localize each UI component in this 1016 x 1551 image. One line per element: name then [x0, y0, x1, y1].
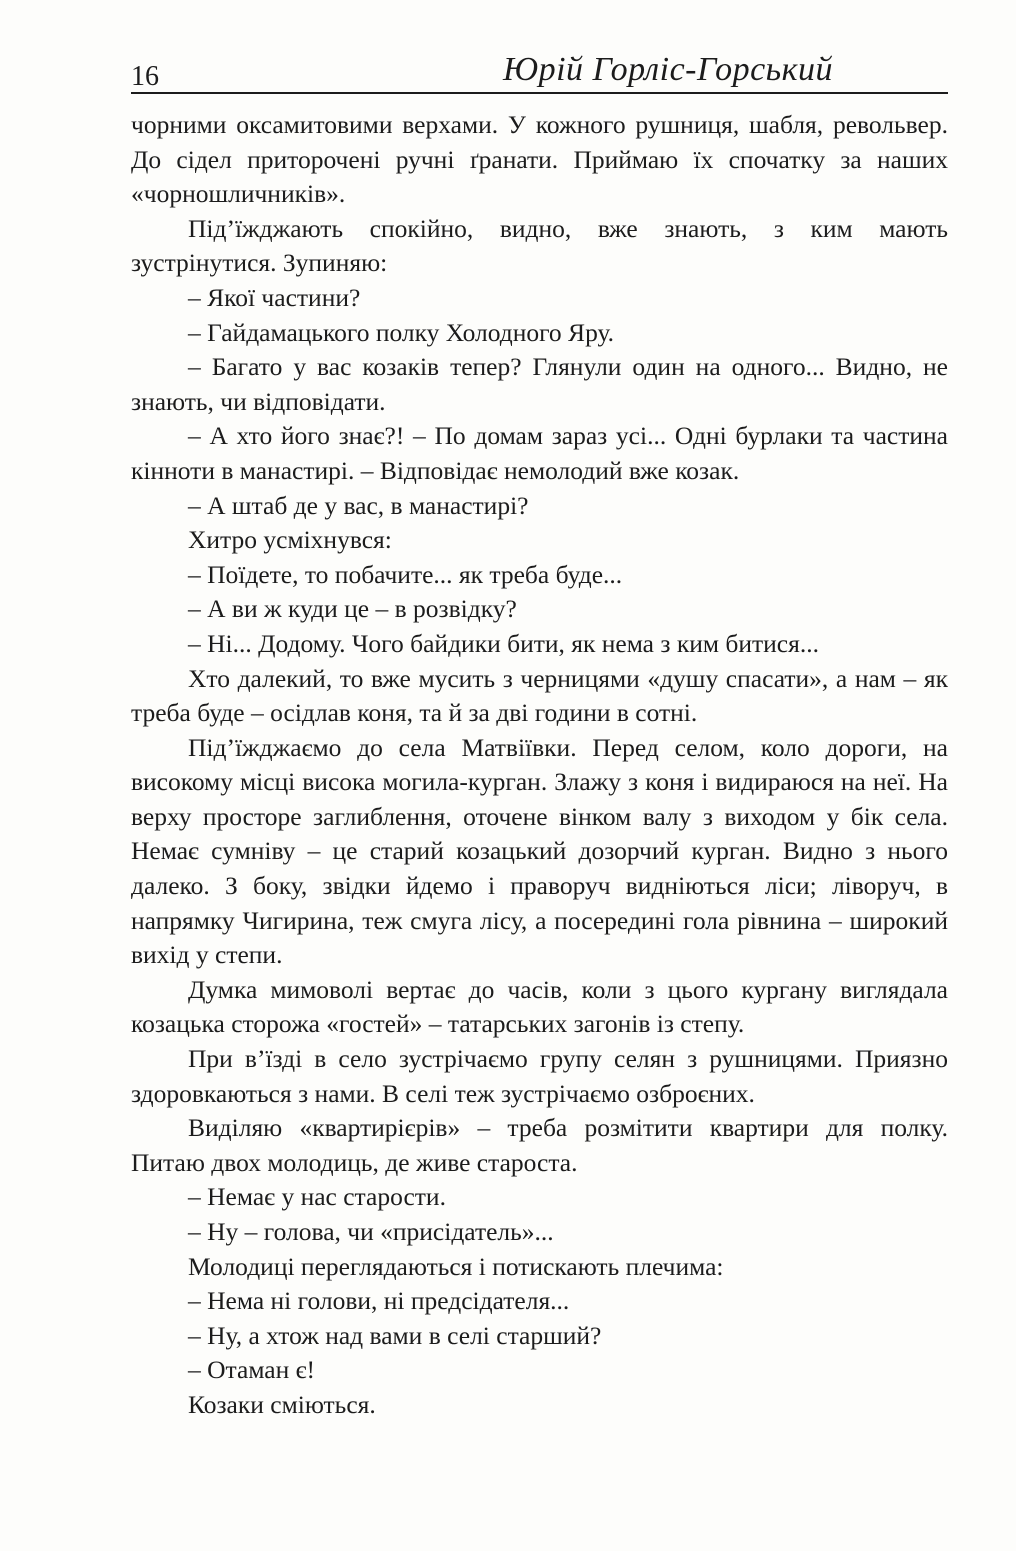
- paragraph: Хто далекий, то вже мусить з черницями «душу спасати», а нам – як треба буде – осідлав коня, та й за дві години в сотні.: [131, 663, 948, 728]
- running-header: [131, 50, 948, 94]
- page-number: 16: [131, 61, 159, 92]
- dialogue-line: – Поїдете, то побачите... як треба буде...: [188, 559, 623, 589]
- dialogue-line: – Ну – голова, чи «присідатель»...: [188, 1217, 554, 1246]
- paragraph: Під’їжджають спокійно, видно, вже знають, з ким мають зустрінутися. Зупиняю:: [131, 213, 948, 278]
- paragraph: Молодиці переглядаються і потискають плечима:: [188, 1251, 724, 1281]
- paragraph: Козаки сміються.: [188, 1389, 376, 1419]
- paragraph: Думка мимоволі вертає до часів, коли з цього кургану виглядала козацька сторожа «гостей» – татарських загонів із степу.: [131, 974, 948, 1039]
- dialogue-line: – А ви ж куди це – в розвідку?: [188, 594, 517, 624]
- dialogue-line: – Ну, а хтож над вами в селі старший?: [188, 1320, 602, 1350]
- dialogue-line: – А хто його знає?! – По домам зараз усі... Одні бурлаки та частина кінноти в манастирі. – Відповідає немолодий вже козак.: [131, 421, 948, 485]
- paragraph: Під’їжджаємо до села Матвіївки. Перед селом, коло дороги, на високому місці висока могила-курган. Злажу з коня і видираюся на неї. На верху просторе заглиблення, оточене вінком валу з виходом у бік села. Немає сумніву – це старий козацький дозорчий курган. Видно з нього далеко. З боку, звідки йдемо і праворуч видніються ліси; ліворуч, в напрямку Чигирина, теж смуга лісу, а посередині гола рівнина – широкий вихід у степи.: [131, 732, 948, 970]
- dialogue-line: – Отаман є!: [188, 1355, 316, 1385]
- paragraph: Хитро усміхнувся:: [188, 525, 392, 555]
- dialogue-line: – А штаб де у вас, в манастирі?: [188, 490, 529, 520]
- running-title: Юрій Горліс-Горський: [502, 51, 834, 88]
- dialogue-line: – Нема ні голови, ні предсідателя...: [188, 1286, 570, 1316]
- dialogue-line: – Якої частини?: [188, 282, 361, 312]
- dialogue-line: – Немає у нас старости.: [188, 1182, 446, 1212]
- header-rule: [131, 92, 948, 94]
- dialogue-line: – Гайдамацького полку Холодного Яру.: [188, 317, 615, 347]
- body-text: [131, 108, 948, 1423]
- book-page: [131, 0, 948, 1551]
- dialogue-line: – Багато у вас козаків тепер? Глянули один на одного... Видно, не знають, чи відповідати.: [131, 352, 948, 416]
- paragraph: Виділяю «квартирієрів» – треба розмітити квартири для полку. Питаю двох молодиць, де живе староста.: [131, 1113, 948, 1177]
- paragraph: При в’їзді в село зустрічаємо групу селян з рушницями. Приязно здоровкаються з нами. В селі теж зустрічаємо озброєних.: [131, 1044, 948, 1108]
- dialogue-line: – Ні... Додому. Чого байдики бити, як нема з ким битися...: [188, 628, 819, 658]
- paragraph: чорними оксамитовими верхами. У кожного рушниця, шабля, револьвер. До сідел приторочені ручні ґранати. Приймаю їх спочатку за наших «чорношличників».: [131, 110, 948, 209]
